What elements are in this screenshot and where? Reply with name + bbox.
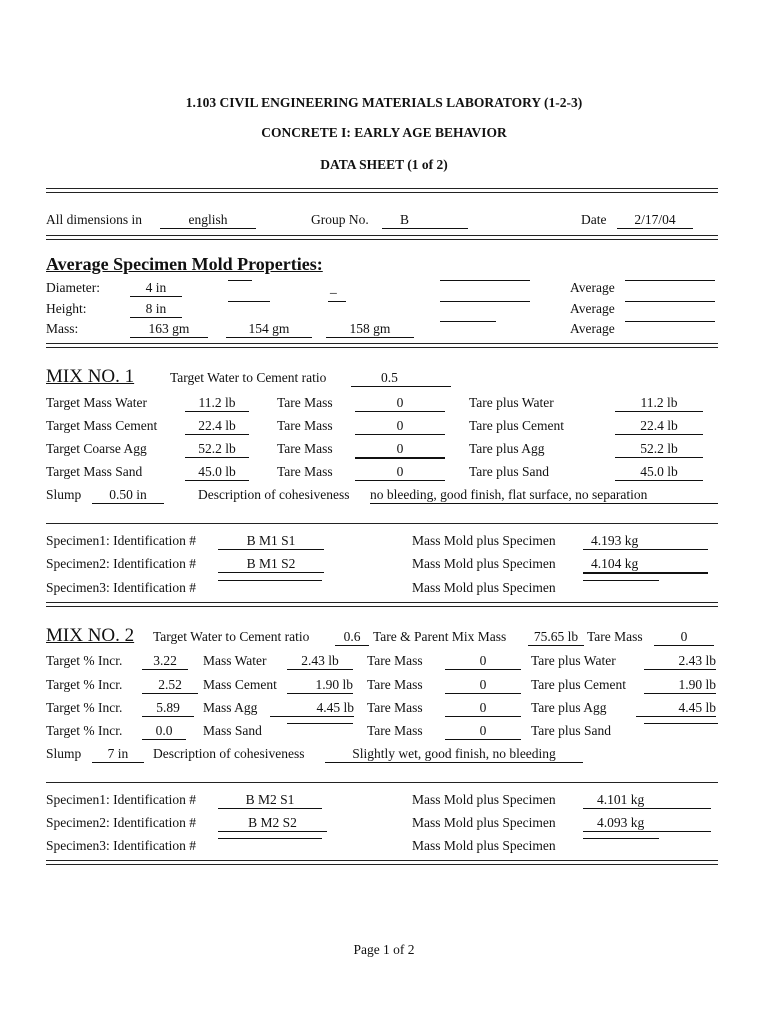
mix2-specimen-mass [583,838,659,839]
mix2-specimen-label: Specimen3: Identification # [46,838,196,853]
document-title: CONCRETE I: EARLY AGE BEHAVIOR [261,125,507,140]
mix2-tare-label: Tare Mass [367,700,423,715]
mix2-mass-value: 4.45 lb [270,700,354,717]
mix2-tare-value: 0 [445,653,521,670]
mix1-wc-label: Target Water to Cement ratio [170,370,327,385]
mix2-specimen-id [218,838,322,839]
mold-label: Diameter: [46,280,100,295]
mix1-tare-value: 0 [355,441,445,459]
mold-value [228,280,252,281]
mix1-slump-label: Slump [46,487,82,502]
mix2-mass-value: 1.90 lb [287,677,353,694]
mold-value: 4 in [130,280,182,297]
mix2-pct: 2.52 [142,677,198,694]
mix2-specimen-mass-label: Mass Mold plus Specimen [412,838,556,853]
mix1-specimen-id: B M1 S2 [218,556,324,573]
mix1-tare-label: Tare Mass [277,395,333,410]
mix1-tare-label: Tare Mass [277,441,333,456]
mix1-tare-label: Tare Mass [277,418,333,433]
mold-value: _ [330,280,337,295]
mix2-heading: MIX NO. 2 [46,625,135,646]
mix1-tare-value: 0 [355,464,445,481]
divider [46,343,718,348]
mix2-specimen-id: B M2 S2 [218,815,327,832]
mold-value [440,301,530,302]
mix1-specimen-mass-label: Mass Mold plus Specimen [412,556,556,571]
mix1-specimen-id [218,580,322,581]
mold-value [440,280,530,281]
mix2-slump-value: 7 in [92,746,144,763]
mix1-specimen-mass-label: Mass Mold plus Specimen [412,533,556,548]
mix1-plus-label: Tare plus Water [469,395,554,410]
mix2-specimen-mass: 4.093 kg [583,815,711,832]
mix2-parent-value: 75.65 lb [528,629,584,646]
mold-heading: Average Specimen Mold Properties: [46,254,323,274]
date-label: Date [581,212,607,227]
group-value: B [382,212,468,229]
mix2-pct: 5.89 [142,700,194,717]
mix1-row-value: 52.2 lb [185,441,249,458]
mix1-specimen-label: Specimen3: Identification # [46,580,196,595]
average-value [625,280,715,281]
mix2-row-label: Target % Incr. [46,700,123,715]
mix1-cohesive-label: Description of cohesiveness [198,487,350,502]
divider [46,782,718,783]
mix2-tare-label: Tare Mass [367,653,423,668]
mix1-plus-label: Tare plus Agg [469,441,545,456]
mix2-row-label: Target % Incr. [46,653,123,668]
mix1-heading: MIX NO. 1 [46,366,135,387]
mix2-slump-label: Slump [46,746,82,761]
mix2-tare-label: Tare Mass [367,677,423,692]
mix2-pct: 3.22 [142,653,188,670]
mix2-mass-label: Mass Sand [203,723,262,738]
mix2-specimen-mass-label: Mass Mold plus Specimen [412,815,556,830]
mix1-plus-label: Tare plus Cement [469,418,565,433]
mix2-specimen-label: Specimen2: Identification # [46,815,196,830]
mix1-row-label: Target Mass Sand [46,464,143,479]
mix1-plus-value: 11.2 lb [615,395,703,412]
mix1-plus-value: 52.2 lb [615,441,703,458]
mix2-mass-value: 2.43 lb [287,653,353,670]
average-label: Average [570,321,615,336]
mix2-plus-value: 1.90 lb [644,677,716,694]
group-label: Group No. [311,212,369,227]
mix2-wc-value: 0.6 [335,629,369,646]
divider [46,602,718,607]
mold-value [228,301,270,302]
mix2-tare-value: 0 [445,700,521,717]
mix1-specimen-label: Specimen1: Identification # [46,533,196,548]
mix2-parent-label: Tare & Parent Mix Mass [373,629,507,644]
mix1-row-label: Target Mass Water [46,395,147,410]
mix2-cohesive-value: Slightly wet, good finish, no bleeding [325,746,583,763]
page-number: Page 1 of 2 [353,942,415,957]
mix2-tare-value: 0 [445,677,521,694]
mix1-row-value: 22.4 lb [185,418,249,435]
mix2-plus-label: Tare plus Agg [531,700,607,715]
mold-value [440,321,496,322]
mix1-specimen-mass: 4.104 kg [583,556,708,574]
mix1-specimen-mass: 4.193 kg [583,533,708,550]
mix1-tare-value: 0 [355,418,445,435]
mold-label: Height: [46,301,87,316]
divider [46,235,718,240]
mix1-cohesive-value: no bleeding, good finish, flat surface, no separation [370,487,718,504]
mix1-row-value: 11.2 lb [185,395,249,412]
mix2-tare-label: Tare Mass [587,629,643,644]
mix2-specimen-label: Specimen1: Identification # [46,792,196,807]
mix2-specimen-mass: 4.101 kg [583,792,711,809]
mix2-plus-label: Tare plus Sand [531,723,612,738]
mix2-tare-value: 0 [445,723,521,740]
mix1-specimen-mass [583,580,659,581]
mix2-specimen-id: B M2 S1 [218,792,322,809]
mix1-plus-value: 45.0 lb [615,464,703,481]
mix2-mass-label: Mass Cement [203,677,277,692]
mold-value: 158 gm [326,321,414,338]
mix2-mass-label: Mass Water [203,653,267,668]
average-value [625,321,715,322]
date-value: 2/17/04 [617,212,693,229]
mix1-tare-value: 0 [355,395,445,412]
mix2-plus-value: 4.45 lb [636,700,716,717]
average-label: Average [570,280,615,295]
mix1-plus-label: Tare plus Sand [469,464,550,479]
mix1-plus-value: 22.4 lb [615,418,703,435]
mix2-plus-label: Tare plus Cement [531,677,627,692]
mix1-wc-value: 0.5 [351,370,451,387]
mold-label: Mass: [46,321,79,336]
mix2-tare-label: Tare Mass [367,723,423,738]
mold-value: 163 gm [130,321,208,338]
mix2-wc-label: Target Water to Cement ratio [153,629,310,644]
average-label: Average [570,301,615,316]
divider [46,860,718,865]
mix2-pct: 0.0 [142,723,186,740]
mix2-tare-value: 0 [654,629,714,646]
mix1-specimen-label: Specimen2: Identification # [46,556,196,571]
dims-label: All dimensions in [46,212,143,227]
mix2-plus-label: Tare plus Water [531,653,616,668]
mix1-specimen-id: B M1 S1 [218,533,324,550]
course-title: 1.103 CIVIL ENGINEERING MATERIALS LABORATORY (1-2-3) [185,95,583,110]
mix1-tare-label: Tare Mass [277,464,333,479]
divider [46,188,718,193]
mix1-slump-value: 0.50 in [92,487,164,504]
divider [46,523,718,524]
mix1-row-value: 45.0 lb [185,464,249,481]
average-value [625,301,715,302]
mix2-cohesive-label: Description of cohesiveness [153,746,305,761]
mix2-specimen-mass-label: Mass Mold plus Specimen [412,792,556,807]
mix1-specimen-mass-label: Mass Mold plus Specimen [412,580,556,595]
mix1-row-label: Target Coarse Agg [46,441,147,456]
mix2-plus-value [644,723,718,724]
mix1-row-label: Target Mass Cement [46,418,158,433]
dims-value: english [160,212,256,229]
mold-value: 8 in [130,301,182,318]
sheet-label: DATA SHEET (1 of 2) [320,157,448,172]
mix2-mass-value [287,723,353,724]
mold-value: 154 gm [226,321,312,338]
mold-value [328,301,346,302]
mix2-row-label: Target % Incr. [46,677,123,692]
mix2-plus-value: 2.43 lb [644,653,716,670]
mix2-row-label: Target % Incr. [46,723,123,738]
mix2-mass-label: Mass Agg [203,700,258,715]
